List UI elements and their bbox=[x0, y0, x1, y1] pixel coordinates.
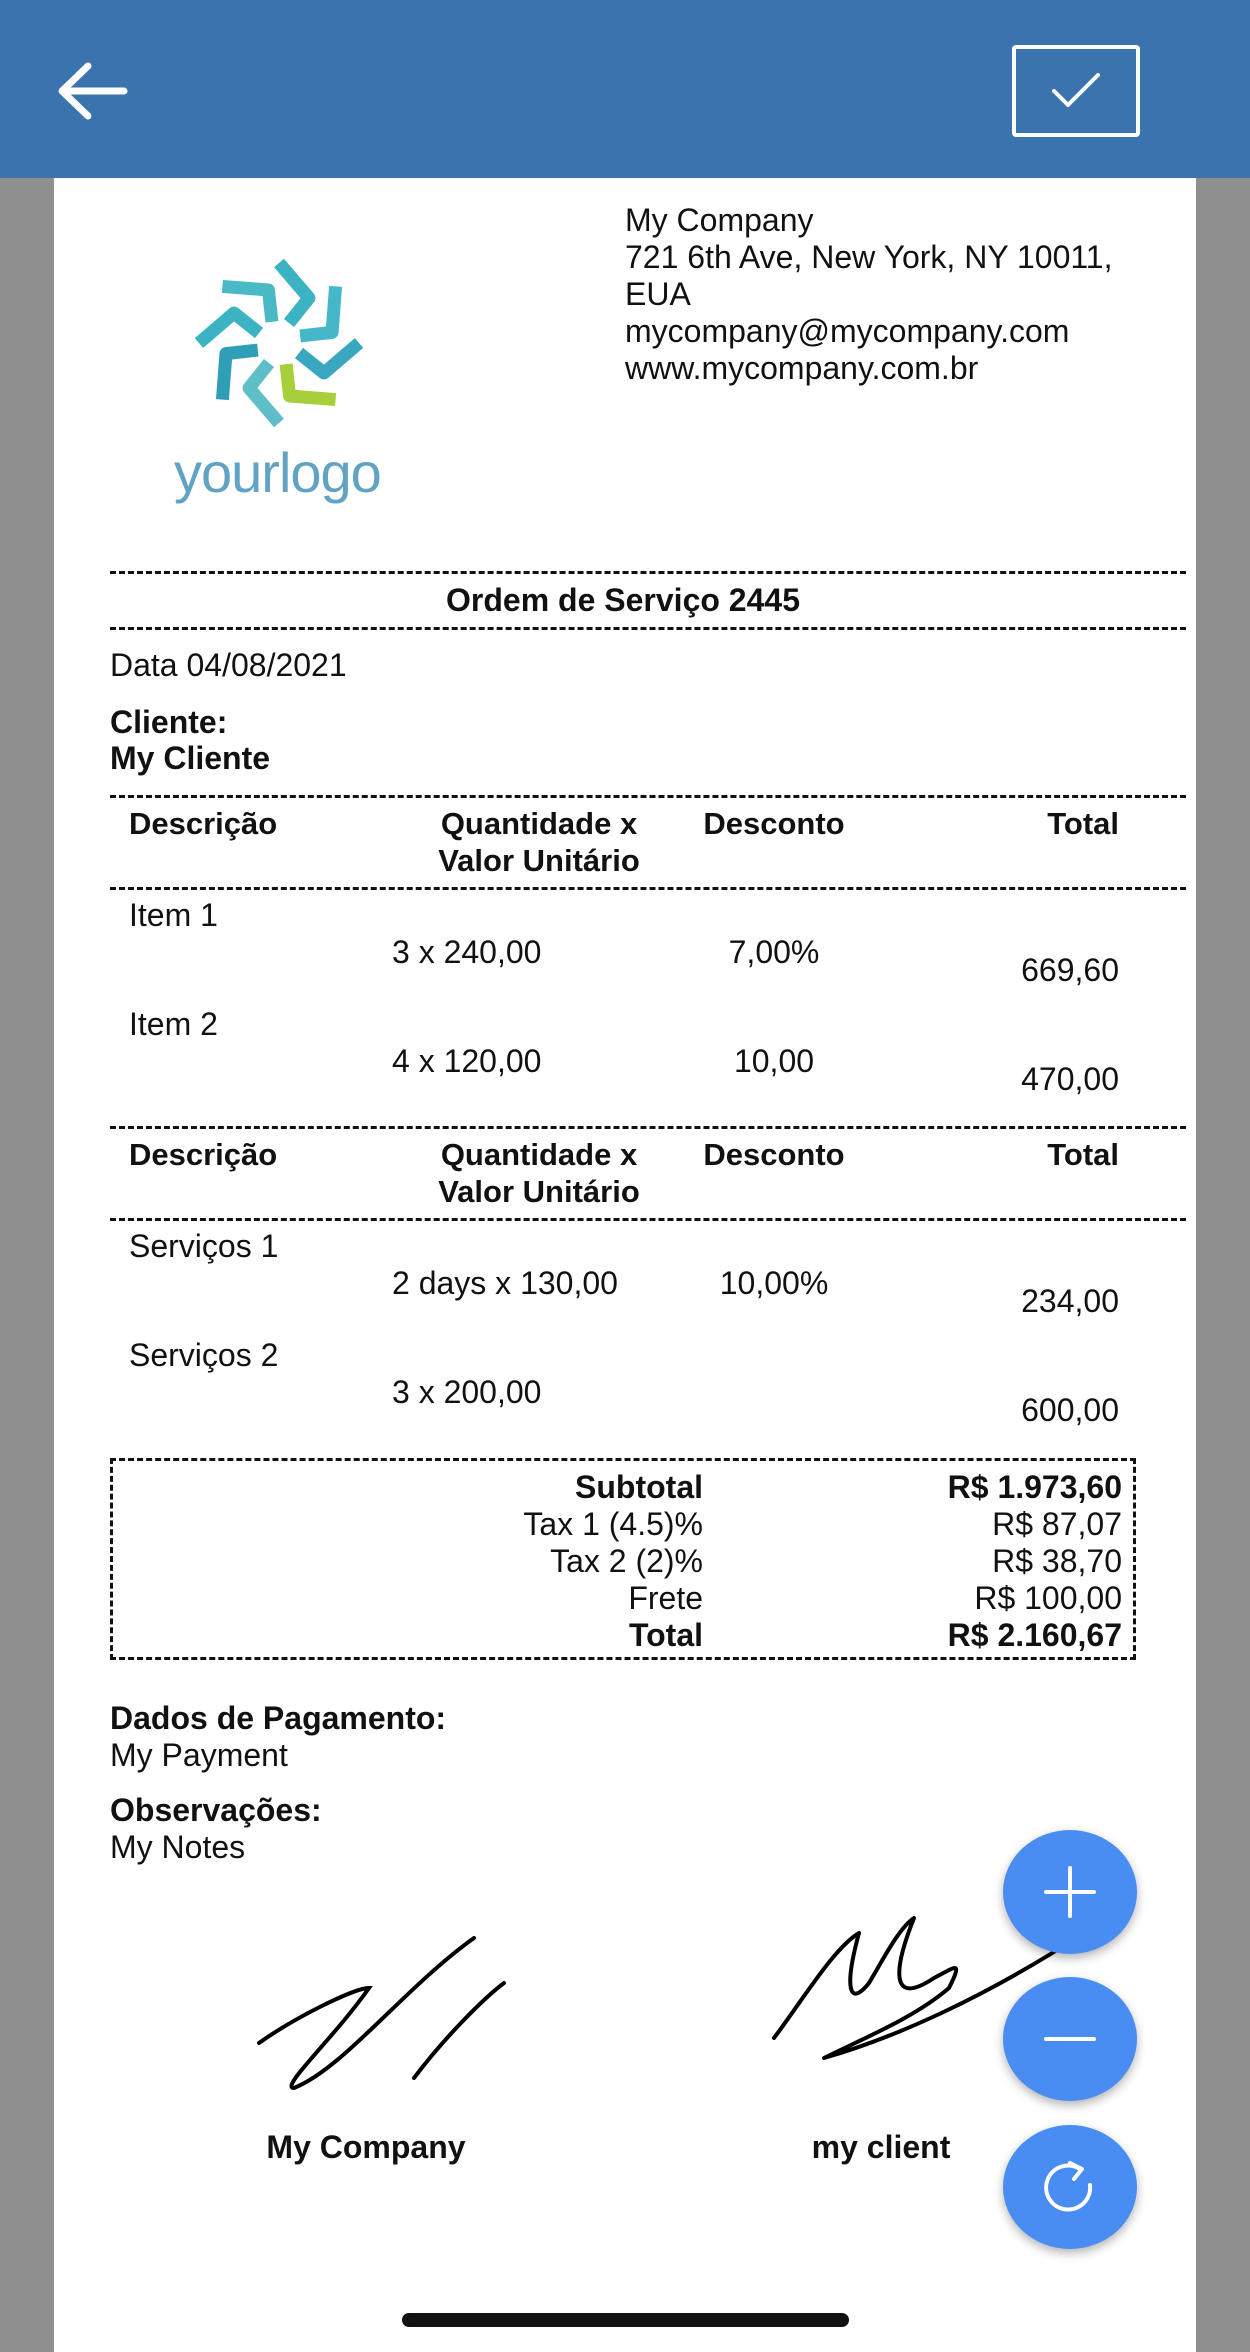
client-name: My Cliente bbox=[110, 740, 271, 776]
divider bbox=[110, 1126, 1186, 1129]
item-quantity: 4 x 120,00 bbox=[392, 1043, 542, 1079]
divider bbox=[110, 795, 1186, 798]
plus-icon bbox=[1040, 1862, 1100, 1922]
company-logo bbox=[174, 248, 384, 438]
client-label: Cliente: bbox=[110, 704, 228, 740]
notes-label: Observações: bbox=[110, 1792, 322, 1828]
header-quantity-line1: Quantidade x bbox=[440, 1137, 638, 1172]
service-name: Serviços 2 bbox=[129, 1337, 279, 1373]
subtotal-label: Subtotal bbox=[575, 1469, 703, 1505]
company-address: 721 6th Ave, New York, NY 10011, bbox=[625, 239, 1113, 275]
subtotal-value: R$ 1.973,60 bbox=[947, 1469, 1122, 1505]
company-email: mycompany@mycompany.com bbox=[625, 313, 1070, 349]
service-discount: 10,00% bbox=[719, 1265, 829, 1301]
header-description: Descrição bbox=[129, 806, 278, 841]
company-signature bbox=[254, 1928, 554, 2108]
header-quantity-line2: Valor Unitário bbox=[438, 1174, 640, 1209]
order-title: Ordem de Serviço 2445 bbox=[446, 582, 800, 618]
payment-value: My Payment bbox=[110, 1737, 288, 1773]
company-signature-label: My Company bbox=[266, 2129, 466, 2165]
item-total: 470,00 bbox=[1021, 1061, 1119, 1097]
arrow-left-icon bbox=[52, 56, 132, 126]
check-icon bbox=[1050, 71, 1102, 111]
total-value: R$ 2.160,67 bbox=[947, 1617, 1122, 1653]
order-date: Data 04/08/2021 bbox=[110, 647, 347, 683]
company-name: My Company bbox=[625, 202, 814, 238]
shipping-value: R$ 100,00 bbox=[974, 1580, 1122, 1616]
home-indicator[interactable] bbox=[402, 2313, 849, 2327]
company-info bbox=[625, 202, 1185, 387]
header-quantity bbox=[384, 805, 694, 879]
item-total: 669,60 bbox=[1021, 952, 1119, 988]
rotate-icon bbox=[1040, 2157, 1100, 2217]
item-discount: 7,00% bbox=[728, 934, 820, 970]
header-quantity-line1: Quantidade x bbox=[440, 806, 638, 841]
tax2-label: Tax 2 (2)% bbox=[550, 1543, 703, 1579]
tax2-value: R$ 38,70 bbox=[992, 1543, 1122, 1579]
header-total: Total bbox=[1047, 1137, 1119, 1172]
app-bar bbox=[0, 0, 1250, 178]
item-discount: 10,00 bbox=[733, 1043, 815, 1079]
service-total: 234,00 bbox=[1021, 1283, 1119, 1319]
zoom-in-button[interactable] bbox=[1003, 1830, 1137, 1954]
header-total: Total bbox=[1047, 806, 1119, 841]
service-quantity: 2 days x 130,00 bbox=[392, 1265, 618, 1301]
total-label: Total bbox=[628, 1617, 703, 1653]
item-quantity: 3 x 240,00 bbox=[392, 934, 542, 970]
payment-label: Dados de Pagamento: bbox=[110, 1700, 447, 1736]
totals-box bbox=[110, 1458, 1136, 1660]
divider bbox=[110, 571, 1186, 574]
header-quantity bbox=[384, 1136, 694, 1210]
header-description: Descrição bbox=[129, 1137, 278, 1172]
service-name: Serviços 1 bbox=[129, 1228, 279, 1264]
header-quantity-line2: Valor Unitário bbox=[438, 843, 640, 878]
confirm-button[interactable] bbox=[1012, 45, 1140, 137]
back-button[interactable] bbox=[52, 56, 132, 126]
rotate-button[interactable] bbox=[1003, 2125, 1137, 2249]
divider bbox=[110, 1218, 1186, 1221]
service-quantity: 3 x 200,00 bbox=[392, 1374, 542, 1410]
tax1-label: Tax 1 (4.5)% bbox=[523, 1506, 703, 1542]
shipping-label: Frete bbox=[628, 1580, 703, 1616]
zoom-out-button[interactable] bbox=[1003, 1977, 1137, 2101]
header-discount: Desconto bbox=[703, 806, 845, 841]
item-name: Item 1 bbox=[129, 897, 218, 933]
notes-value: My Notes bbox=[110, 1829, 246, 1865]
service-total: 600,00 bbox=[1021, 1392, 1119, 1428]
item-name: Item 2 bbox=[129, 1006, 218, 1042]
client-signature-label: my client bbox=[811, 2129, 951, 2165]
minus-icon bbox=[1040, 2009, 1100, 2069]
tax1-value: R$ 87,07 bbox=[992, 1506, 1122, 1542]
divider bbox=[110, 887, 1186, 890]
divider bbox=[110, 627, 1186, 630]
company-address-country: EUA bbox=[625, 276, 691, 312]
header-discount: Desconto bbox=[703, 1137, 845, 1172]
company-website: www.mycompany.com.br bbox=[625, 350, 979, 386]
logo-text: yourlogo bbox=[174, 441, 381, 504]
